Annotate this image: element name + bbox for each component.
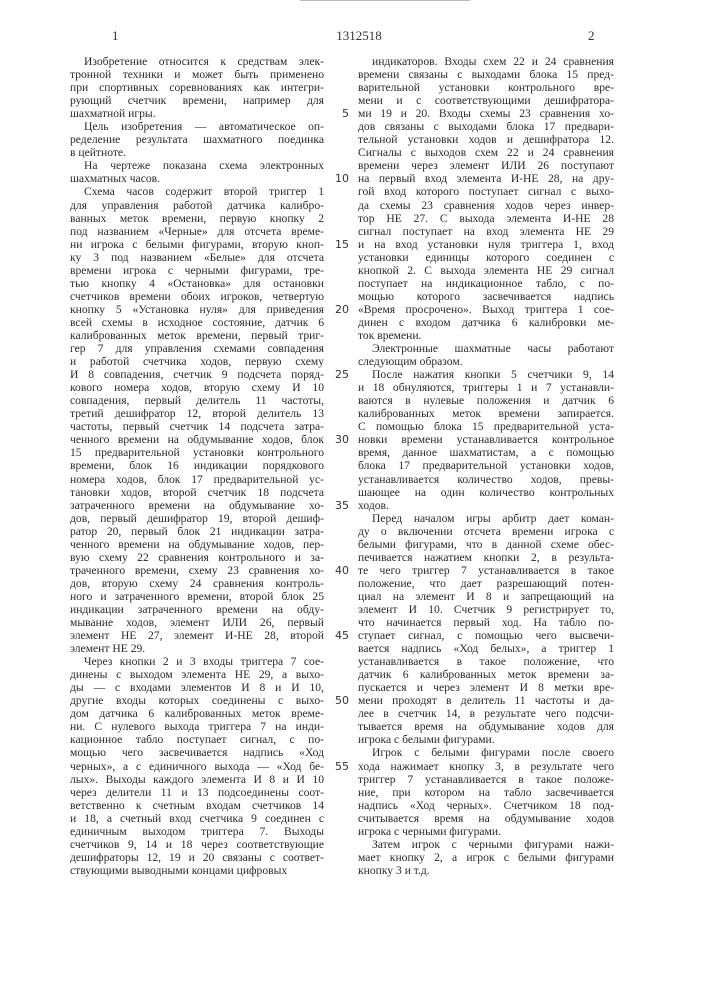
text-line: ствующими выводными концами цифровых: [70, 864, 324, 877]
text-line: времени игрока с черными фигурами, тре-: [70, 264, 324, 277]
text-line: калиброванных меток времени, первый триг-: [70, 329, 324, 342]
text-line: ределение результата шахматного поединка: [70, 133, 324, 146]
text-line: хода нажимает кнопку 3, в результате чего: [358, 760, 614, 773]
text-line: всей схемы в исходное состояние, датчик 6: [70, 316, 324, 329]
line-number: 30: [331, 433, 349, 446]
text-line: следующим образом.: [358, 355, 614, 368]
line-number: 25: [331, 368, 349, 381]
text-line: частоты, первый счетчик 14 подсчета затра-: [70, 420, 324, 433]
text-line: Через кнопки 2 и 3 входы триггера 7 сое-: [70, 655, 324, 668]
text-line: третий дешифратор 12, второй делитель 13: [70, 407, 324, 420]
text-line: для управления работой датчика калибро-: [70, 199, 324, 212]
paragraph: [70, 655, 324, 877]
text-line: «Время просрочено». Выход триггера 1 сое-: [358, 303, 614, 316]
line-number: 45: [331, 629, 349, 642]
text-line: и работой счетчика ходов, первую схему: [70, 355, 324, 368]
text-line: тельной установки ходов и дешифратора 12.: [358, 133, 614, 146]
text-line: новки времени устанавливается контрольное: [358, 433, 614, 446]
text-line: мощью чего засвечивается надпись «Ход: [70, 746, 324, 759]
text-line: печивается нажатием кнопки 2, в результа-: [358, 551, 614, 564]
line-number: 55: [331, 760, 349, 773]
text-line: Электронные шахматные часы работают: [358, 342, 614, 355]
paragraph: [358, 838, 614, 877]
text-line: ку 3 под названием «Белые» для отсчета: [70, 251, 324, 264]
text-line: номера ходов, блок 17 предварительной ус-: [70, 473, 324, 486]
line-number: 5: [331, 107, 349, 120]
text-line: устанавливается количество ходов, превы-: [358, 473, 614, 486]
text-line: ни. С нулевого выхода триггера 7 на инди-: [70, 720, 324, 733]
text-line: варительной установки контрольного вре-: [358, 81, 614, 94]
text-line: элемент НЕ 29.: [70, 642, 324, 655]
text-line: траченного времени, схему 23 сравнения хо-: [70, 564, 324, 577]
text-line: ходов.: [358, 499, 614, 512]
text-line: другие входы которых соединены с выхо-: [70, 694, 324, 707]
text-line: индикации затраченного времени на обду-: [70, 603, 324, 616]
text-line: ного и затраченного времени, второй блок 25: [70, 590, 324, 603]
text-line: ченного времени на обдумывание ходов, блок: [70, 433, 324, 446]
text-line: затраченного времени на обдумывание хо-: [70, 499, 324, 512]
text-line: ванных меток времени, первую кнопку 2: [70, 212, 324, 225]
text-line: шахматных часов.: [70, 172, 324, 185]
text-line: ваются в нулевые положения и датчик 6: [358, 394, 614, 407]
paragraph: [70, 185, 324, 655]
text-line: в цейтноте.: [70, 146, 324, 159]
text-line: и 18, а счетный вход счетчика 9 соединен с: [70, 812, 324, 825]
text-line: через делители 11 и 13 подсоединены соот-: [70, 786, 324, 799]
text-line: те чего триггер 7 устанавливается в такое: [358, 564, 614, 577]
text-line: датчик 6 калиброванных меток времени за-: [358, 668, 614, 681]
text-line: ми 19 и 20. Входы схемы 23 сравнения хо-: [358, 107, 614, 120]
line-number: 50: [331, 694, 349, 707]
text-line: мени и с соответствующими дешифратора-: [358, 94, 614, 107]
text-line: ни игрока с белыми фигурами, вторую кноп-: [70, 238, 324, 251]
text-line: единичным выходом триггера 7. Выходы: [70, 825, 324, 838]
text-line: тор НЕ 27. С выхода элемента И-НЕ 28: [358, 212, 614, 225]
text-line: поступает на индикационное табло, с по-: [358, 277, 614, 290]
text-line: шающее на один количество контрольных: [358, 486, 614, 499]
text-line: игрока с белыми фигурами.: [358, 733, 614, 746]
text-line: рующий счетчик времени, например для: [70, 94, 324, 107]
line-number: 35: [331, 499, 349, 512]
text-line: считывается время на обдумывание ходов: [358, 812, 614, 825]
text-line: белыми фигурами, что в данной схеме обес-: [358, 538, 614, 551]
text-line: ветственно к счетным входам счетчиков 14: [70, 799, 324, 812]
text-line: счетчиков 9, 14 и 18 через соответствующие: [70, 838, 324, 851]
text-line: дов, первый дешифратор 19, второй дешиф-: [70, 512, 324, 525]
text-line: блока 17 предварительной установки ходов,: [358, 459, 614, 472]
text-line: дом датчика 6 калиброванных меток време-: [70, 707, 324, 720]
text-line: кнопкой 2. С выхода элемента НЕ 29 сигнал: [358, 264, 614, 277]
text-line: вую схему 22 сравнения контрольного и за-: [70, 551, 324, 564]
text-line: динен с входом датчика 6 калибровки ме-: [358, 316, 614, 329]
top-rule: [300, 0, 470, 1]
text-line: гер 7 для управления схемами совпадения: [70, 342, 324, 355]
text-line: кнопку 3 и т.д.: [358, 864, 614, 877]
text-line: тановки ходов, второй счетчик 18 подсчета: [70, 486, 324, 499]
text-line: что начинается первый ход. На табло по-: [358, 616, 614, 629]
text-line: шахматной игры.: [70, 107, 324, 120]
text-line: совпадения, первый делитель 11 частоты,: [70, 394, 324, 407]
text-line: пускается и через элемент И 8 метки вре-: [358, 681, 614, 694]
text-line: элемент И 10. Счетчик 9 регистрирует то,: [358, 603, 614, 616]
column-number-right: 2: [588, 28, 595, 44]
text-line: мывание ходов, элемент ИЛИ 26, первый: [70, 616, 324, 629]
text-line: кового номера ходов, вторую схему И 10: [70, 381, 324, 394]
paragraph: [358, 342, 614, 368]
text-line: ду о включении отсчета времени игрока с: [358, 525, 614, 538]
paragraph: [358, 746, 614, 837]
text-line: надпись «Ход черных». Счетчиком 18 под-: [358, 799, 614, 812]
line-number: 20: [331, 303, 349, 316]
text-line: и на вход установки нуля триггера 1, вход: [358, 238, 614, 251]
text-line: лых». Выходы каждого элемента И 8 и И 10: [70, 773, 324, 786]
text-line: ратор 20, первый блок 21 индикации затра-: [70, 525, 324, 538]
text-line: циал на элемент И 8 и запрещающий на: [358, 590, 614, 603]
text-line: индикаторов. Входы схем 22 и 24 сравнения: [358, 55, 614, 68]
text-line: Изобретение относится к средствам элек-: [70, 55, 324, 68]
text-line: на первый вход элемента И-НЕ 28, на дру-: [358, 172, 614, 185]
text-line: тронной техники и может быть применено: [70, 68, 324, 81]
text-line: Перед началом игры арбитр дает коман-: [358, 512, 614, 525]
text-line: при спортивных соревнованиях как интегри-: [70, 81, 324, 94]
text-line: да схемы 23 сравнения ходов через инвер-: [358, 199, 614, 212]
text-line: ступает сигнал, с помощью чего высвечи-: [358, 629, 614, 642]
text-line: и 18 обнуляются, триггеры 1 и 7 устанавли-: [358, 381, 614, 394]
text-line: тывается время на обдумывание ходов для: [358, 720, 614, 733]
paragraph: [70, 159, 324, 185]
text-line: На чертеже показана схема электронных: [70, 159, 324, 172]
text-line: С помощью блока 15 предварительной уста-: [358, 420, 614, 433]
column-number-left: 1: [112, 28, 119, 44]
text-line: лее в счетчик 14, в результате чего подсчи-: [358, 707, 614, 720]
text-line: кнопку 5 «Установка нуля» для приведения: [70, 303, 324, 316]
text-line: под названием «Черные» для отсчета време-: [70, 225, 324, 238]
text-line: установки единицы которого соединен с: [358, 251, 614, 264]
paragraph: [358, 368, 614, 512]
text-line: дов связаны с выходами блока 17 предвари-: [358, 120, 614, 133]
text-line: гой вход которого поступает сигнал с выхо-: [358, 185, 614, 198]
text-line: элемент НЕ 27, элемент И-НЕ 28, второй: [70, 629, 324, 642]
text-line: игрока с черными фигурами.: [358, 825, 614, 838]
text-line: Затем игрок с черными фигурами нажи-: [358, 838, 614, 851]
paragraph: [70, 55, 324, 120]
text-line: времени связаны с выходами блока 15 пред-: [358, 68, 614, 81]
text-line: дов, вторую схему 24 сравнения контроль-: [70, 577, 324, 590]
text-line: времени через элемент ИЛИ 26 поступают: [358, 159, 614, 172]
text-line: И 8 совпадения, счетчик 9 подсчета поряд-: [70, 368, 324, 381]
text-line: тью кнопку 4 «Остановка» для остановки: [70, 277, 324, 290]
text-line: мени проходят в делитель 11 частоты и да-: [358, 694, 614, 707]
paragraph: [358, 512, 614, 747]
text-line: время, данное шахматистам, а с помощью: [358, 446, 614, 459]
text-line: сигнал поступает на вход элемента НЕ 29: [358, 225, 614, 238]
text-line: положение, что дает разрешающий потен-: [358, 577, 614, 590]
text-line: Схема часов содержит второй триггер 1: [70, 185, 324, 198]
text-line: После нажатия кнопки 5 счетчики 9, 14: [358, 368, 614, 381]
text-line: Игрок с белыми фигурами после своего: [358, 746, 614, 759]
text-line: дешифраторы 12, 19 и 20 связаны с соответ-: [70, 851, 324, 864]
text-line: времени, блок 16 индикации порядкового: [70, 459, 324, 472]
text-line: триггер 7 устанавливается в такое положе-: [358, 773, 614, 786]
document-number: 1312518: [329, 28, 389, 44]
text-line: вается надпись «Ход белых», а триггер 1: [358, 642, 614, 655]
text-line: ние, при котором на табло засвечивается: [358, 786, 614, 799]
text-line: ток времени.: [358, 329, 614, 342]
text-line: мощью которого засвечивается надпись: [358, 290, 614, 303]
text-line: калиброванных меток времени запирается.: [358, 407, 614, 420]
text-line: динены с выходом элемента НЕ 29, а выхо-: [70, 668, 324, 681]
text-line: 15 предварительной установки контрольного: [70, 446, 324, 459]
text-line: Сигналы с выходов схем 22 и 24 сравнения: [358, 146, 614, 159]
right-text-column: [358, 55, 614, 877]
text-line: ченного времени на обдумывание ходов, пер-: [70, 538, 324, 551]
text-line: черных», а с единичного выхода — «Ход бе-: [70, 760, 324, 773]
paragraph: [70, 120, 324, 159]
text-line: устанавливается в такое положение, что: [358, 655, 614, 668]
text-line: Цель изобретения — автоматическое оп-: [70, 120, 324, 133]
text-line: мает кнопку 2, а игрок с белыми фигурами: [358, 851, 614, 864]
line-number: 15: [331, 238, 349, 251]
left-text-column: [70, 55, 324, 877]
line-number: 10: [331, 172, 349, 185]
text-line: ды — с входами элементов И 8 и И 10,: [70, 681, 324, 694]
paragraph: [358, 55, 614, 342]
text-line: кационное табло поступает сигнал, с по-: [70, 733, 324, 746]
text-line: счетчиков времени обоих игроков, четвертую: [70, 290, 324, 303]
line-number: 40: [331, 564, 349, 577]
